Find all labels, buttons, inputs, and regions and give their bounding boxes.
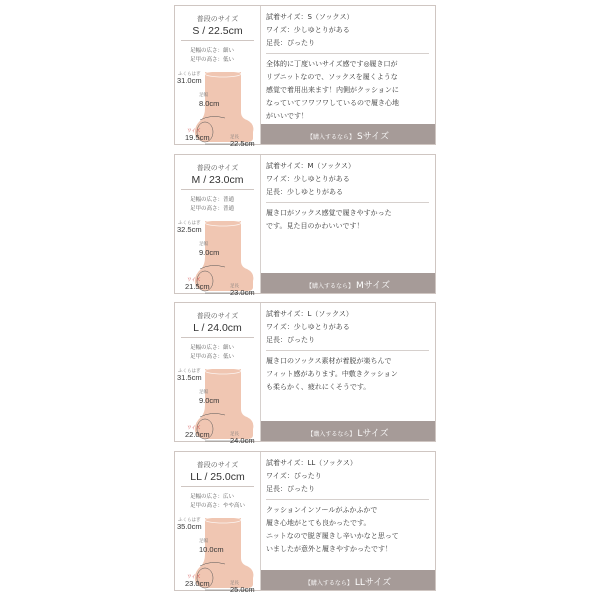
purchase-size-banner[interactable]: [261, 124, 435, 144]
length-fit: 足長：少しゆとりがある: [266, 188, 343, 196]
review-line: 履き口のソックス素材が着脱が楽ちんで: [266, 357, 392, 365]
instep-height-attribute: 足甲の高さ：低い: [190, 57, 235, 63]
length-measurement: 23.0cm: [230, 288, 255, 297]
wearer-profile: [175, 6, 261, 148]
foot-width-label: 足幅: [199, 93, 208, 98]
review-line: クッションインソールがふかふかで: [266, 506, 378, 514]
trial-size: 試着サイズ：L（ソックス）: [266, 310, 353, 318]
trial-size: 試着サイズ：S（ソックス）: [266, 13, 354, 21]
purchase-size-banner[interactable]: [261, 570, 435, 590]
wise-label: ワイズ: [187, 278, 201, 283]
review-text: [266, 58, 430, 123]
fit-review: [261, 452, 435, 590]
size-review-card: [174, 451, 436, 594]
length-label: 足長: [230, 581, 239, 586]
banner-size: Lサイズ: [357, 429, 389, 439]
foot-diagram: [175, 68, 260, 146]
review-line: ニットなので脱ぎ履きし辛いかなと思って: [266, 532, 399, 540]
calf-measurement: 35.0cm: [177, 522, 202, 531]
divider: [266, 350, 429, 351]
wise-measurement: 23.0cm: [185, 579, 210, 588]
divider: [266, 53, 429, 54]
review-line: 履き心地がとても良かったです。: [266, 519, 371, 527]
wearer-profile: [175, 303, 261, 445]
usual-size-label: 普段のサイズ: [196, 461, 239, 469]
usual-size-label: 普段のサイズ: [196, 164, 239, 172]
banner-size: LLサイズ: [354, 578, 392, 588]
foot-width-attribute: 足幅の広さ：普通: [190, 197, 235, 203]
fit-review: [261, 155, 435, 293]
review-line: も柔らかく、疲れにくそうです。: [266, 383, 371, 391]
divider: [181, 40, 254, 41]
foot-width-measurement: 10.0cm: [199, 545, 224, 554]
calf-label: ふくらはぎ: [178, 72, 201, 77]
review-text: [266, 355, 430, 394]
size-review-card: [174, 5, 436, 148]
banner-prefix: 【購入するなら】: [306, 134, 355, 141]
instep-height-attribute: 足甲の高さ：やや高い: [190, 503, 246, 509]
wise-label: ワイズ: [187, 129, 201, 134]
wise-label: ワイズ: [187, 575, 201, 580]
foot-width-attribute: 足幅の広さ：細い: [190, 48, 235, 54]
fit-review: [261, 303, 435, 441]
review-line: 履き口がソックス感覚で履きやすかった: [266, 209, 392, 217]
review-line: いましたが意外と履きやすかったです！: [266, 545, 392, 553]
foot-diagram: [175, 365, 260, 443]
usual-size-value: L / 24.0cm: [193, 322, 242, 334]
wise-fit: ワイズ：少しゆとりがある: [266, 175, 350, 183]
length-measurement: 25.0cm: [230, 585, 255, 594]
calf-measurement: 31.5cm: [177, 373, 202, 382]
review-line: 全体的に丁度いいサイズ感です◎履き口が: [266, 60, 398, 68]
calf-measurement: 32.5cm: [177, 225, 202, 234]
trial-size: 試着サイズ：M（ソックス）: [266, 162, 356, 170]
foot-width-measurement: 8.0cm: [199, 99, 220, 108]
usual-size-value: M / 23.0cm: [191, 174, 244, 186]
purchase-size-banner[interactable]: [261, 421, 435, 441]
calf-label: ふくらはぎ: [178, 518, 201, 523]
usual-size-value: S / 22.5cm: [192, 25, 243, 37]
calf-label: ふくらはぎ: [178, 369, 201, 374]
instep-height-attribute: 足甲の高さ：普通: [190, 206, 235, 212]
calf-label: ふくらはぎ: [178, 221, 201, 226]
wearer-profile: [175, 155, 261, 297]
foot-width-label: 足幅: [199, 242, 208, 247]
wise-measurement: 19.5cm: [185, 133, 210, 142]
review-line: リブニットなので、ソックスを履くような: [266, 73, 398, 81]
foot-width-measurement: 9.0cm: [199, 396, 220, 405]
review-line: です。見た目のかわいいです！: [266, 222, 364, 230]
size-review-card: [174, 302, 436, 445]
size-review-card: [174, 154, 436, 297]
banner-prefix: 【購入するなら】: [305, 283, 354, 290]
review-line: フィット感があります。中敷きクッション: [266, 370, 398, 378]
banner-size: Sサイズ: [357, 132, 389, 142]
length-label: 足長: [230, 284, 239, 289]
banner-prefix: 【購入するなら】: [307, 431, 356, 438]
wise-measurement: 21.5cm: [185, 282, 210, 291]
foot-width-attribute: 足幅の広さ：広い: [190, 494, 235, 500]
length-measurement: 22.5cm: [230, 139, 255, 148]
length-label: 足長: [230, 432, 239, 437]
usual-size-label: 普段のサイズ: [196, 312, 239, 320]
purchase-size-banner[interactable]: [261, 273, 435, 293]
usual-size-label: 普段のサイズ: [196, 15, 239, 23]
divider: [181, 189, 254, 190]
calf-measurement: 31.0cm: [177, 76, 202, 85]
wise-fit: ワイズ：ぴったり: [266, 472, 322, 480]
wise-fit: ワイズ：少しゆとりがある: [266, 26, 350, 34]
divider: [181, 486, 254, 487]
length-fit: 足長：ぴったり: [266, 336, 315, 344]
review-text: [266, 207, 430, 233]
divider: [266, 202, 429, 203]
foot-diagram: [175, 217, 260, 295]
foot-width-measurement: 9.0cm: [199, 248, 220, 257]
divider: [266, 499, 429, 500]
review-line: がいいです！: [266, 112, 308, 120]
usual-size-value: LL / 25.0cm: [190, 471, 245, 483]
length-fit: 足長：ぴったり: [266, 39, 315, 47]
wise-measurement: 22.0cm: [185, 430, 210, 439]
foot-width-attribute: 足幅の広さ：細い: [190, 345, 235, 351]
fit-review: [261, 6, 435, 144]
foot-diagram: [175, 514, 260, 592]
wearer-profile: [175, 452, 261, 594]
divider: [181, 337, 254, 338]
length-measurement: 24.0cm: [230, 436, 255, 445]
review-line: 感覚で着用出来ます！内側がクッションに: [266, 86, 399, 94]
wise-fit: ワイズ：少しゆとりがある: [266, 323, 350, 331]
review-text: [266, 504, 430, 556]
banner-size: Mサイズ: [355, 281, 391, 291]
review-line: なっていてフワフワしているので履き心地: [266, 99, 399, 107]
trial-size: 試着サイズ：LL（ソックス）: [266, 459, 357, 467]
wise-label: ワイズ: [187, 426, 201, 431]
foot-width-label: 足幅: [199, 390, 208, 395]
instep-height-attribute: 足甲の高さ：低い: [190, 354, 235, 360]
banner-prefix: 【購入するなら】: [304, 580, 353, 587]
length-label: 足長: [230, 135, 239, 140]
foot-width-label: 足幅: [199, 539, 208, 544]
length-fit: 足長：ぴったり: [266, 485, 315, 493]
